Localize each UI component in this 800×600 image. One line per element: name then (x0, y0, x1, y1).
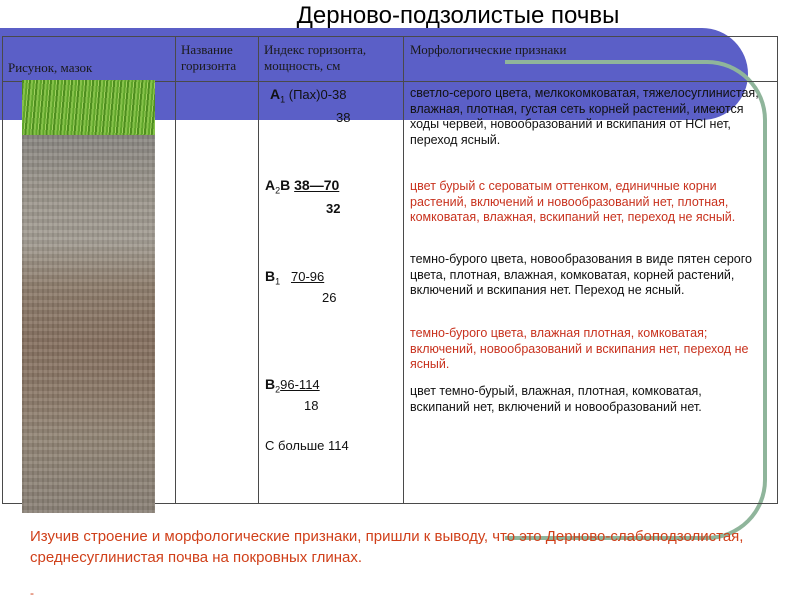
dash-mark: - (30, 586, 34, 600)
header-morphology: Морфологические признаки (410, 42, 567, 57)
horizon-a1-thickness: 38 (336, 110, 351, 125)
horizon-a2b-label: $А_2В$ 38—70 (265, 177, 340, 196)
description-c: цвет темно-бурый, влажная, плотная, комковатая, вскипаний нет, включений и новообразований нет. (410, 384, 702, 414)
description-b1: темно-бурого цвета, новообразования в виде пятен серого цвета, плотная, влажная, комковатая, корней растений, включений и вскипания нет. Переход не ясный. (410, 252, 752, 297)
horizon-a1-label: $А_1$ (Пах)0-38 (270, 86, 347, 105)
conclusion-text: Изучив строение и морфологические признаки, пришли к выводу, что это Дерново-слабоподзолистая, среднесуглинистая почва на покровных глинах. (30, 528, 744, 566)
description-b2: темно-бурого цвета, влажная плотная, комковатая; включений, новообразований и вскипания нет, переход не ясный. (410, 326, 749, 371)
horizon-c-label: С больше 114 (265, 438, 349, 453)
header-horizon-name: Название горизонта (181, 42, 237, 73)
horizon-b1-label: $В_1$ 70-96 (265, 268, 325, 287)
soil-profile-photo (22, 80, 155, 513)
horizon-a2b-thickness: 32 (326, 201, 341, 216)
grass-layer (22, 80, 155, 135)
column-divider (258, 37, 259, 503)
horizon-b1-thickness: 26 (322, 290, 337, 305)
header-horizon-index: Индекс горизонта, мощность, см (264, 42, 367, 73)
description-a1: светло-серого цвета, мелкокомковатая, тяжелосуглинистая, влажная, плотная, густая сеть корней растений, имеются ходы червей, новообразований и вскипания от HCl нет, переход ясный. (410, 86, 759, 147)
horizon-b2-thickness: 18 (304, 398, 319, 413)
page-title: Дерново-подзолистые почвы (296, 2, 620, 29)
column-divider (403, 37, 404, 503)
description-a2b: цвет бурый с сероватым оттенком, единичные корни растений, включений и новообразований нет, плотная, комковатая, влажная, вскипаний нет, переход не ясный. (410, 179, 736, 224)
soil-layer (22, 135, 155, 513)
column-divider (175, 37, 176, 503)
header-picture: Рисунок, мазок (8, 60, 93, 75)
horizon-b2-label: $В_296-114$ (265, 376, 320, 395)
